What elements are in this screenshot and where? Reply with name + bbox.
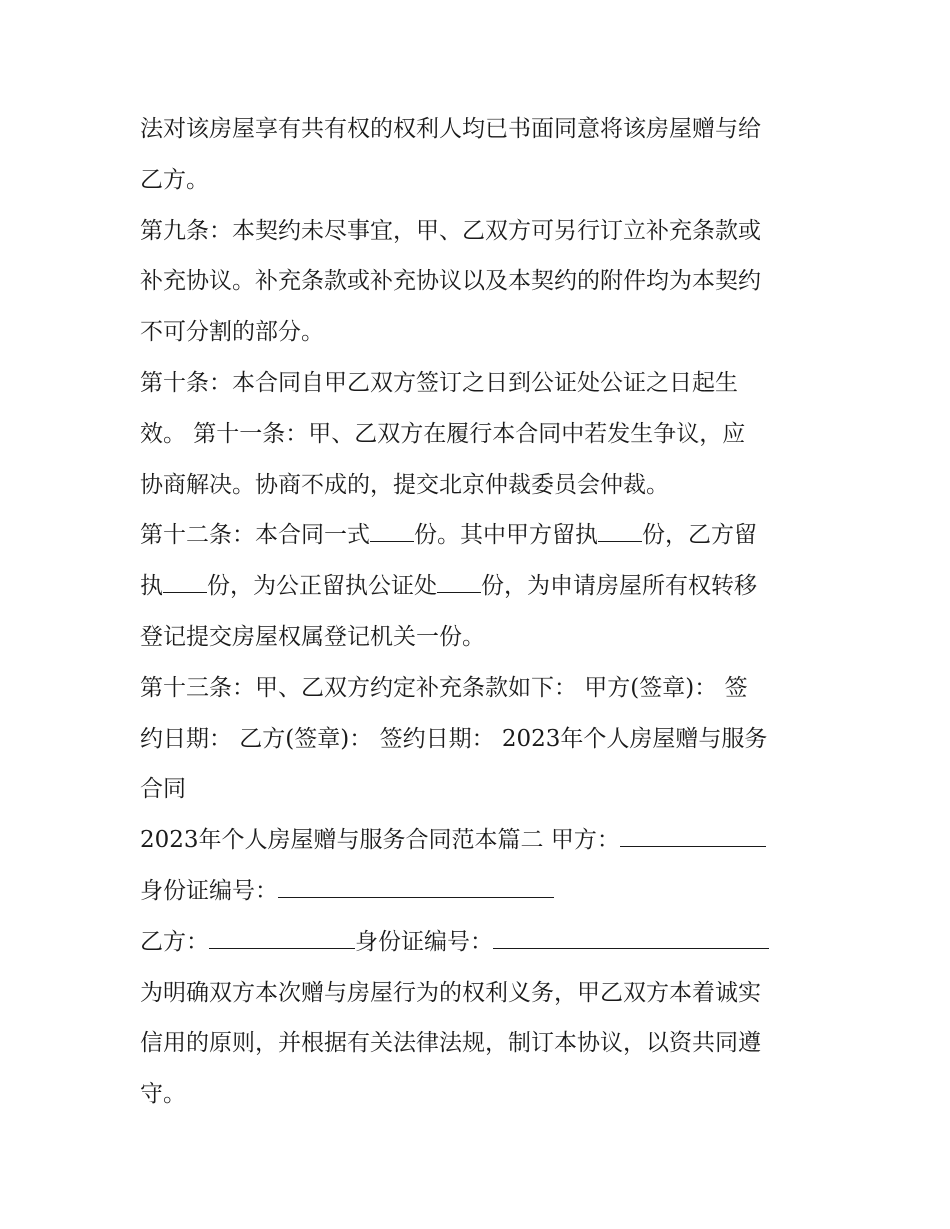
text-line: 第十条：本合同自甲乙双方签订之日到公证处公证之日起生: [140, 369, 738, 396]
party-a-id-blank[interactable]: [278, 896, 554, 898]
party-b-name-blank[interactable]: [209, 947, 355, 949]
paragraph-preamble: [140, 968, 820, 1120]
paragraph-clause13: [140, 663, 820, 815]
text-line: 第九条：本契约未尽事宜，甲、乙双方可另行订立补充条款或: [140, 217, 761, 244]
clause12-text: 执: [140, 573, 163, 600]
party-b-id-blank[interactable]: [493, 947, 769, 949]
notary-copies-blank[interactable]: [437, 591, 481, 593]
clause12-text: 份。其中甲方留执: [414, 522, 598, 549]
contract-title-text: 2023年个人房屋赠与服务合同范本篇二 甲方：: [140, 827, 620, 854]
text-line: 守。: [140, 1081, 186, 1108]
clause12-text: 份，为公正留执公证处: [207, 573, 437, 600]
clause12-text: 份，乙方留: [642, 522, 757, 549]
paragraph-clause12: [140, 510, 820, 662]
clause12-text: 份，为申请房屋所有权转移: [481, 573, 757, 600]
paragraph-clause10-11: [140, 358, 820, 510]
clause12-text: 第十二条：本合同一式: [140, 522, 370, 549]
text-line: 登记提交房屋权属登记机关一份。: [140, 623, 485, 650]
party-b-copies-blank[interactable]: [163, 591, 207, 593]
text-line: [140, 917, 820, 968]
copies-total-blank[interactable]: [370, 540, 414, 542]
text-line: [140, 510, 820, 561]
text-line: 乙方。: [140, 166, 209, 193]
paragraph-party-a-id: [140, 866, 820, 917]
party-b-label: 乙方：: [140, 928, 209, 955]
id-label: 身份证编号：: [355, 928, 493, 955]
text-line: 信用的原则，并根据有关法律法规，制订本协议，以资共同遵: [140, 1030, 761, 1057]
paragraph-party-b: [140, 917, 820, 968]
text-line: [140, 866, 820, 917]
text-line: 补充协议。补充条款或补充协议以及本契约的附件均为本契约: [140, 268, 761, 295]
document-page: [140, 104, 820, 1120]
text-line: 不可分割的部分。: [140, 319, 324, 346]
party-a-copies-blank[interactable]: [598, 540, 642, 542]
text-line: 协商解决。协商不成的，提交北京仲裁委员会仲裁。: [140, 471, 669, 498]
text-line: 第十三条：甲、乙双方约定补充条款如下： 甲方(签章)： 签: [140, 674, 748, 701]
text-line: [140, 815, 820, 866]
id-label: 身份证编号：: [140, 877, 278, 904]
text-line: [140, 561, 820, 612]
text-line: 合同: [140, 776, 186, 803]
text-line: 法对该房屋享有共有权的权利人均已书面同意将该房屋赠与给: [140, 116, 761, 142]
party-a-name-blank[interactable]: [620, 845, 766, 847]
text-line: 约日期： 乙方(签章)： 签约日期： 2023年个人房屋赠与服务: [140, 725, 768, 752]
paragraph-title-party-a: [140, 815, 820, 866]
paragraph-clause9: [140, 206, 820, 358]
text-line: 效。 第十一条：甲、乙双方在履行本合同中若发生争议，应: [140, 420, 746, 447]
text-line: 为明确双方本次赠与房屋行为的权利义务，甲乙双方本着诚实: [140, 979, 761, 1006]
paragraph-clause8-end: [140, 104, 820, 206]
